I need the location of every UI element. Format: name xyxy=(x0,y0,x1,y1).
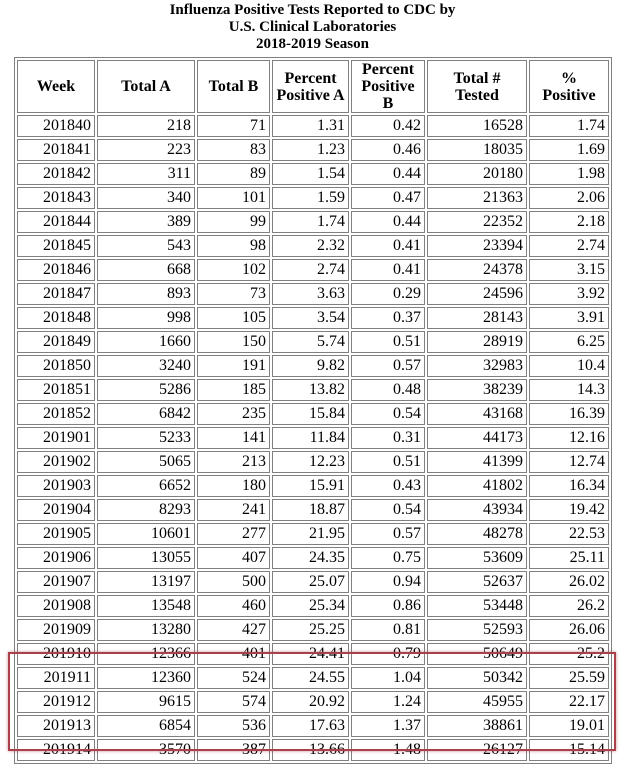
cell-total-b: 427 xyxy=(197,619,270,641)
cell-percent-positive: 14.3 xyxy=(529,379,609,401)
cell-total-a: 5286 xyxy=(97,379,195,401)
table-row xyxy=(17,379,609,401)
cell-total-b: 524 xyxy=(197,667,270,689)
table-row xyxy=(17,667,609,689)
table-row xyxy=(17,715,609,737)
cell-percent-b: 0.29 xyxy=(351,283,425,305)
cell-total-a: 6842 xyxy=(97,403,195,425)
cell-total-tested: 45955 xyxy=(427,691,527,713)
cell-week: 201850 xyxy=(17,355,95,377)
cell-total-a: 223 xyxy=(97,139,195,161)
cell-total-tested: 24596 xyxy=(427,283,527,305)
cell-percent-a: 3.63 xyxy=(272,283,349,305)
title-line-3: 2018-2019 Season xyxy=(256,36,369,52)
header-percent-a-line2: Positive A xyxy=(276,86,345,104)
header-total-tested: Total # Tested xyxy=(427,60,527,113)
cell-percent-b: 1.24 xyxy=(351,691,425,713)
cell-total-a: 3240 xyxy=(97,355,195,377)
cell-percent-positive: 26.2 xyxy=(529,595,609,617)
cell-total-tested: 43168 xyxy=(427,403,527,425)
cell-percent-a: 25.07 xyxy=(272,571,349,593)
cell-percent-positive: 26.06 xyxy=(529,619,609,641)
flu-data-table xyxy=(14,57,612,764)
cell-percent-a: 15.84 xyxy=(272,403,349,425)
cell-percent-positive: 12.16 xyxy=(529,427,609,449)
cell-total-a: 9615 xyxy=(97,691,195,713)
header-percent-positive-a xyxy=(272,60,349,113)
table-row xyxy=(17,643,609,665)
cell-percent-a: 1.59 xyxy=(272,187,349,209)
cell-percent-a: 18.87 xyxy=(272,499,349,521)
cell-week: 201851 xyxy=(17,379,95,401)
header-percent-positive: % Positive xyxy=(529,60,609,113)
cell-total-b: 407 xyxy=(197,547,270,569)
cell-percent-b: 0.44 xyxy=(351,163,425,185)
cell-total-tested: 24378 xyxy=(427,259,527,281)
table-row xyxy=(17,595,609,617)
cell-total-a: 13548 xyxy=(97,595,195,617)
cell-total-a: 10601 xyxy=(97,523,195,545)
cell-total-tested: 48278 xyxy=(427,523,527,545)
cell-percent-positive: 2.74 xyxy=(529,235,609,257)
cell-week: 201910 xyxy=(17,643,95,665)
cell-percent-a: 17.63 xyxy=(272,715,349,737)
table-row xyxy=(17,283,609,305)
cell-percent-positive: 19.01 xyxy=(529,715,609,737)
cell-week: 201901 xyxy=(17,427,95,449)
table-row xyxy=(17,331,609,353)
cell-percent-positive: 15.14 xyxy=(529,739,609,761)
cell-percent-a: 25.34 xyxy=(272,595,349,617)
cell-total-b: 73 xyxy=(197,283,270,305)
cell-total-b: 99 xyxy=(197,211,270,233)
table-row xyxy=(17,115,609,137)
cell-total-b: 387 xyxy=(197,739,270,761)
cell-total-b: 241 xyxy=(197,499,270,521)
cell-percent-positive: 1.98 xyxy=(529,163,609,185)
table-row xyxy=(17,211,609,233)
table-row xyxy=(17,619,609,641)
cell-total-b: 185 xyxy=(197,379,270,401)
cell-percent-b: 0.37 xyxy=(351,307,425,329)
cell-percent-b: 0.51 xyxy=(351,331,425,353)
cell-total-b: 101 xyxy=(197,187,270,209)
cell-total-tested: 28143 xyxy=(427,307,527,329)
cell-total-b: 460 xyxy=(197,595,270,617)
cell-percent-b: 0.41 xyxy=(351,259,425,281)
cell-week: 201908 xyxy=(17,595,95,617)
cell-total-tested: 28919 xyxy=(427,331,527,353)
cell-total-tested: 53448 xyxy=(427,595,527,617)
table-row xyxy=(17,547,609,569)
cell-percent-b: 1.04 xyxy=(351,667,425,689)
cell-total-tested: 50342 xyxy=(427,667,527,689)
cell-total-tested: 52637 xyxy=(427,571,527,593)
cell-percent-b: 0.54 xyxy=(351,499,425,521)
cell-total-tested: 38239 xyxy=(427,379,527,401)
cell-week: 201847 xyxy=(17,283,95,305)
cell-percent-a: 13.66 xyxy=(272,739,349,761)
cell-total-b: 71 xyxy=(197,115,270,137)
cell-percent-b: 0.57 xyxy=(351,523,425,545)
cell-week: 201904 xyxy=(17,499,95,521)
cell-week: 201913 xyxy=(17,715,95,737)
cell-total-b: 191 xyxy=(197,355,270,377)
cell-percent-b: 0.41 xyxy=(351,235,425,257)
cell-percent-a: 24.55 xyxy=(272,667,349,689)
cell-total-a: 12360 xyxy=(97,667,195,689)
table-row xyxy=(17,259,609,281)
cell-total-a: 13055 xyxy=(97,547,195,569)
cell-total-tested: 50649 xyxy=(427,643,527,665)
cell-total-tested: 52593 xyxy=(427,619,527,641)
cell-percent-positive: 22.53 xyxy=(529,523,609,545)
cell-week: 201848 xyxy=(17,307,95,329)
cell-percent-b: 0.54 xyxy=(351,403,425,425)
header-percent-b-line2: Positive B xyxy=(361,78,415,112)
cell-week: 201845 xyxy=(17,235,95,257)
cell-week: 201909 xyxy=(17,619,95,641)
cell-percent-a: 11.84 xyxy=(272,427,349,449)
cell-total-a: 6652 xyxy=(97,475,195,497)
cell-total-a: 5233 xyxy=(97,427,195,449)
cell-total-tested: 18035 xyxy=(427,139,527,161)
cell-total-b: 98 xyxy=(197,235,270,257)
cell-week: 201841 xyxy=(17,139,95,161)
cell-percent-positive: 1.69 xyxy=(529,139,609,161)
cell-total-a: 3570 xyxy=(97,739,195,761)
cell-percent-positive: 3.15 xyxy=(529,259,609,281)
cell-total-tested: 41802 xyxy=(427,475,527,497)
cell-percent-b: 0.79 xyxy=(351,643,425,665)
cell-percent-a: 5.74 xyxy=(272,331,349,353)
cell-percent-positive: 25.59 xyxy=(529,667,609,689)
cell-percent-b: 0.81 xyxy=(351,619,425,641)
cell-total-b: 180 xyxy=(197,475,270,497)
cell-percent-a: 3.54 xyxy=(272,307,349,329)
cell-total-b: 102 xyxy=(197,259,270,281)
cell-total-a: 311 xyxy=(97,163,195,185)
table-row xyxy=(17,235,609,257)
cell-total-tested: 16528 xyxy=(427,115,527,137)
cell-percent-a: 1.74 xyxy=(272,211,349,233)
cell-percent-positive: 3.91 xyxy=(529,307,609,329)
cell-percent-b: 0.51 xyxy=(351,451,425,473)
header-percent-positive-b xyxy=(351,60,425,113)
table-row xyxy=(17,307,609,329)
header-total-a: Total A xyxy=(97,60,195,113)
cell-percent-positive: 25.2 xyxy=(529,643,609,665)
cell-total-b: 83 xyxy=(197,139,270,161)
cell-total-a: 893 xyxy=(97,283,195,305)
cell-total-b: 574 xyxy=(197,691,270,713)
table-row xyxy=(17,499,609,521)
cell-percent-a: 9.82 xyxy=(272,355,349,377)
cell-total-b: 235 xyxy=(197,403,270,425)
cell-total-tested: 23394 xyxy=(427,235,527,257)
cell-total-b: 277 xyxy=(197,523,270,545)
cell-percent-a: 1.54 xyxy=(272,163,349,185)
cell-week: 201852 xyxy=(17,403,95,425)
cell-percent-b: 0.46 xyxy=(351,139,425,161)
cell-percent-b: 0.31 xyxy=(351,427,425,449)
cell-total-a: 543 xyxy=(97,235,195,257)
cell-percent-positive: 10.4 xyxy=(529,355,609,377)
cell-percent-positive: 25.11 xyxy=(529,547,609,569)
cell-percent-b: 0.57 xyxy=(351,355,425,377)
cell-percent-positive: 3.92 xyxy=(529,283,609,305)
cell-percent-a: 21.95 xyxy=(272,523,349,545)
cell-percent-a: 1.31 xyxy=(272,115,349,137)
header-percent-a-line1: Percent xyxy=(284,69,337,87)
cell-total-a: 218 xyxy=(97,115,195,137)
title-line-2: U.S. Clinical Laboratories xyxy=(228,19,397,35)
cell-percent-a: 12.23 xyxy=(272,451,349,473)
cell-week: 201849 xyxy=(17,331,95,353)
table-row xyxy=(17,451,609,473)
cell-percent-b: 0.94 xyxy=(351,571,425,593)
table-row xyxy=(17,427,609,449)
cell-percent-b: 0.43 xyxy=(351,475,425,497)
cell-percent-b: 1.48 xyxy=(351,739,425,761)
cell-percent-a: 13.82 xyxy=(272,379,349,401)
cell-week: 201912 xyxy=(17,691,95,713)
cell-total-b: 89 xyxy=(197,163,270,185)
cell-percent-positive: 2.18 xyxy=(529,211,609,233)
cell-week: 201905 xyxy=(17,523,95,545)
cell-percent-a: 2.74 xyxy=(272,259,349,281)
cell-total-tested: 22352 xyxy=(427,211,527,233)
cell-total-tested: 32983 xyxy=(427,355,527,377)
cell-total-a: 668 xyxy=(97,259,195,281)
cell-total-tested: 20180 xyxy=(427,163,527,185)
cell-total-a: 1660 xyxy=(97,331,195,353)
table-container xyxy=(14,57,612,764)
cell-total-b: 213 xyxy=(197,451,270,473)
header-week: Week xyxy=(17,60,95,113)
cell-percent-a: 1.23 xyxy=(272,139,349,161)
table-row xyxy=(17,571,609,593)
table-row xyxy=(17,739,609,761)
table-row xyxy=(17,475,609,497)
page-title xyxy=(0,2,625,53)
cell-percent-positive: 22.17 xyxy=(529,691,609,713)
cell-percent-positive: 12.74 xyxy=(529,451,609,473)
cell-total-tested: 43934 xyxy=(427,499,527,521)
header-total-b: Total B xyxy=(197,60,270,113)
cell-week: 201844 xyxy=(17,211,95,233)
cell-week: 201914 xyxy=(17,739,95,761)
cell-percent-b: 0.86 xyxy=(351,595,425,617)
cell-total-a: 12366 xyxy=(97,643,195,665)
cell-percent-a: 20.92 xyxy=(272,691,349,713)
header-percent-b-line1: Percent xyxy=(361,61,415,78)
cell-percent-positive: 19.42 xyxy=(529,499,609,521)
cell-percent-a: 25.25 xyxy=(272,619,349,641)
cell-percent-positive: 26.02 xyxy=(529,571,609,593)
table-row xyxy=(17,163,609,185)
cell-total-tested: 41399 xyxy=(427,451,527,473)
cell-week: 201902 xyxy=(17,451,95,473)
table-row xyxy=(17,523,609,545)
cell-week: 201907 xyxy=(17,571,95,593)
table-row xyxy=(17,139,609,161)
cell-percent-a: 15.91 xyxy=(272,475,349,497)
table-row xyxy=(17,691,609,713)
cell-percent-a: 24.35 xyxy=(272,547,349,569)
cell-percent-positive: 6.25 xyxy=(529,331,609,353)
table-row xyxy=(17,187,609,209)
cell-total-a: 8293 xyxy=(97,499,195,521)
cell-total-b: 401 xyxy=(197,643,270,665)
cell-percent-positive: 16.39 xyxy=(529,403,609,425)
title-line-1: Influenza Positive Tests Reported to CDC by xyxy=(169,2,456,18)
cell-total-b: 141 xyxy=(197,427,270,449)
cell-total-b: 536 xyxy=(197,715,270,737)
cell-percent-positive: 2.06 xyxy=(529,187,609,209)
cell-total-a: 13197 xyxy=(97,571,195,593)
cell-percent-b: 0.48 xyxy=(351,379,425,401)
cell-percent-b: 1.37 xyxy=(351,715,425,737)
cell-week: 201911 xyxy=(17,667,95,689)
cell-week: 201843 xyxy=(17,187,95,209)
cell-total-a: 340 xyxy=(97,187,195,209)
cell-week: 201906 xyxy=(17,547,95,569)
cell-percent-b: 0.47 xyxy=(351,187,425,209)
cell-total-a: 13280 xyxy=(97,619,195,641)
cell-total-tested: 26127 xyxy=(427,739,527,761)
cell-percent-positive: 1.74 xyxy=(529,115,609,137)
cell-total-b: 500 xyxy=(197,571,270,593)
cell-percent-b: 0.42 xyxy=(351,115,425,137)
cell-week: 201842 xyxy=(17,163,95,185)
cell-total-a: 389 xyxy=(97,211,195,233)
cell-percent-a: 2.32 xyxy=(272,235,349,257)
cell-week: 201903 xyxy=(17,475,95,497)
cell-percent-b: 0.44 xyxy=(351,211,425,233)
cell-total-a: 998 xyxy=(97,307,195,329)
cell-percent-b: 0.75 xyxy=(351,547,425,569)
cell-total-tested: 44173 xyxy=(427,427,527,449)
cell-total-b: 105 xyxy=(197,307,270,329)
cell-total-a: 5065 xyxy=(97,451,195,473)
cell-total-tested: 21363 xyxy=(427,187,527,209)
cell-total-tested: 53609 xyxy=(427,547,527,569)
cell-week: 201846 xyxy=(17,259,95,281)
cell-total-tested: 38861 xyxy=(427,715,527,737)
table-row xyxy=(17,403,609,425)
cell-total-a: 6854 xyxy=(97,715,195,737)
table-row xyxy=(17,355,609,377)
cell-total-b: 150 xyxy=(197,331,270,353)
table-body xyxy=(17,115,609,761)
cell-percent-a: 24.41 xyxy=(272,643,349,665)
header-row xyxy=(17,60,609,113)
cell-percent-positive: 16.34 xyxy=(529,475,609,497)
cell-week: 201840 xyxy=(17,115,95,137)
